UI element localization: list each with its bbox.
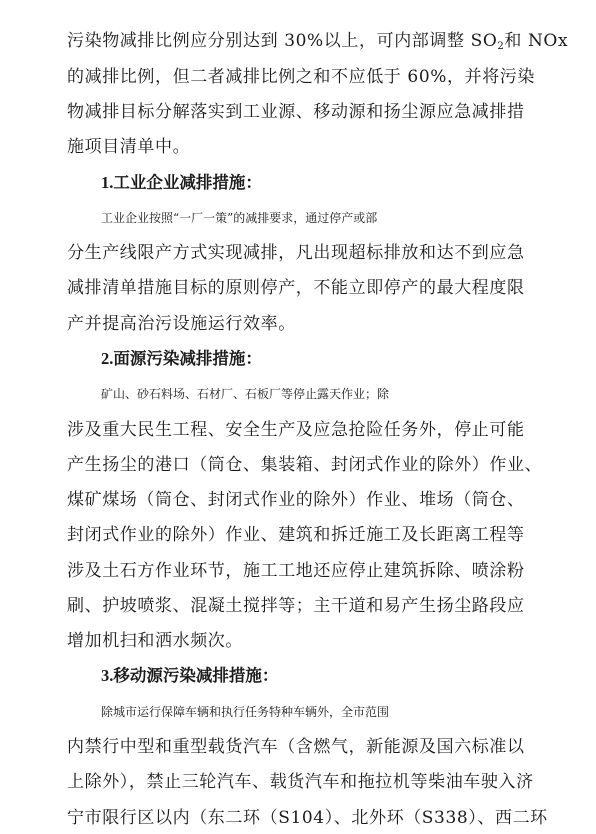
heading-number: 2. xyxy=(101,349,114,368)
heading-text: 工业企业减排措施： xyxy=(113,173,262,192)
paragraph-line: 宁市限行区以内（东二环（S104）、北外环（S338）、西二环 xyxy=(67,808,548,828)
paragraph-line: 工业企业按照“一厂一策”的减排要求，通过停产或部 xyxy=(101,211,378,225)
paragraph-line: 刷、护坡喷浆、混凝土搅拌等；主干道和易产生扬尘路段应 xyxy=(67,596,525,616)
paragraph-line: 矿山、砂石料场、石材厂、石板厂等停止露天作业；除 xyxy=(101,387,390,401)
heading-text: 移动源污染减排措施： xyxy=(113,666,279,685)
paragraph-line: 减排清单措施目标的原则停产，不能立即停产的最大程度限 xyxy=(67,278,525,298)
paragraph-line: 的减排比例，但二者减排比例之和不应低于 60%，并将污染 xyxy=(67,67,535,87)
text-segment: 污染物减排比例应分别达到 30%以上，可内部调整 SO xyxy=(67,31,498,51)
paragraph-line: 产生扬尘的港口（筒仓、集装箱、封闭式作业的除外）作业、 xyxy=(67,455,543,475)
paragraph-line: 涉及土石方作业环节，施工工地还应停止建筑拆除、喷涂粉 xyxy=(67,561,525,581)
paragraph-line: 增加机扫和洒水频次。 xyxy=(67,631,243,651)
paragraph-line: 分生产线限产方式实现减排，凡出现超标排放和达不到应急 xyxy=(67,243,525,263)
section-heading xyxy=(101,172,262,194)
paragraph-line: 施项目清单中。 xyxy=(67,137,191,157)
paragraph-line: 上除外），禁止三轮汽车、载货汽车和拖拉机等柴油车驶入济 xyxy=(67,772,534,792)
heading-number: 3. xyxy=(101,666,114,685)
paragraph-line: 涉及重大民生工程、安全生产及应急抢险任务外，停止可能 xyxy=(67,420,525,440)
paragraph-line: 封闭式作业的除外）作业、建筑和拆迁施工及长距离工程等 xyxy=(67,525,525,545)
paragraph-line xyxy=(67,30,567,58)
text-segment: 和 NOx xyxy=(504,31,569,51)
paragraph-line: 除城市运行保障车辆和执行任务特种车辆外，全市范围 xyxy=(101,705,390,719)
heading-text: 面源污染减排措施： xyxy=(113,349,262,368)
paragraph-line: 煤矿煤场（筒仓、封闭式作业的除外）作业、堆场（筒仓、 xyxy=(67,490,525,510)
subscript: 2 xyxy=(497,41,505,52)
section-heading xyxy=(101,665,278,687)
paragraph-line: 内禁行中型和重型载货汽车（含燃气，新能源及国六标准以 xyxy=(67,737,525,757)
paragraph-line: 物减排目标分解落实到工业源、移动源和扬尘源应急减排措 xyxy=(67,102,525,122)
heading-number: 1. xyxy=(101,173,114,192)
paragraph-line: 产并提高治污设施运行效率。 xyxy=(67,314,296,334)
section-heading xyxy=(101,348,262,370)
